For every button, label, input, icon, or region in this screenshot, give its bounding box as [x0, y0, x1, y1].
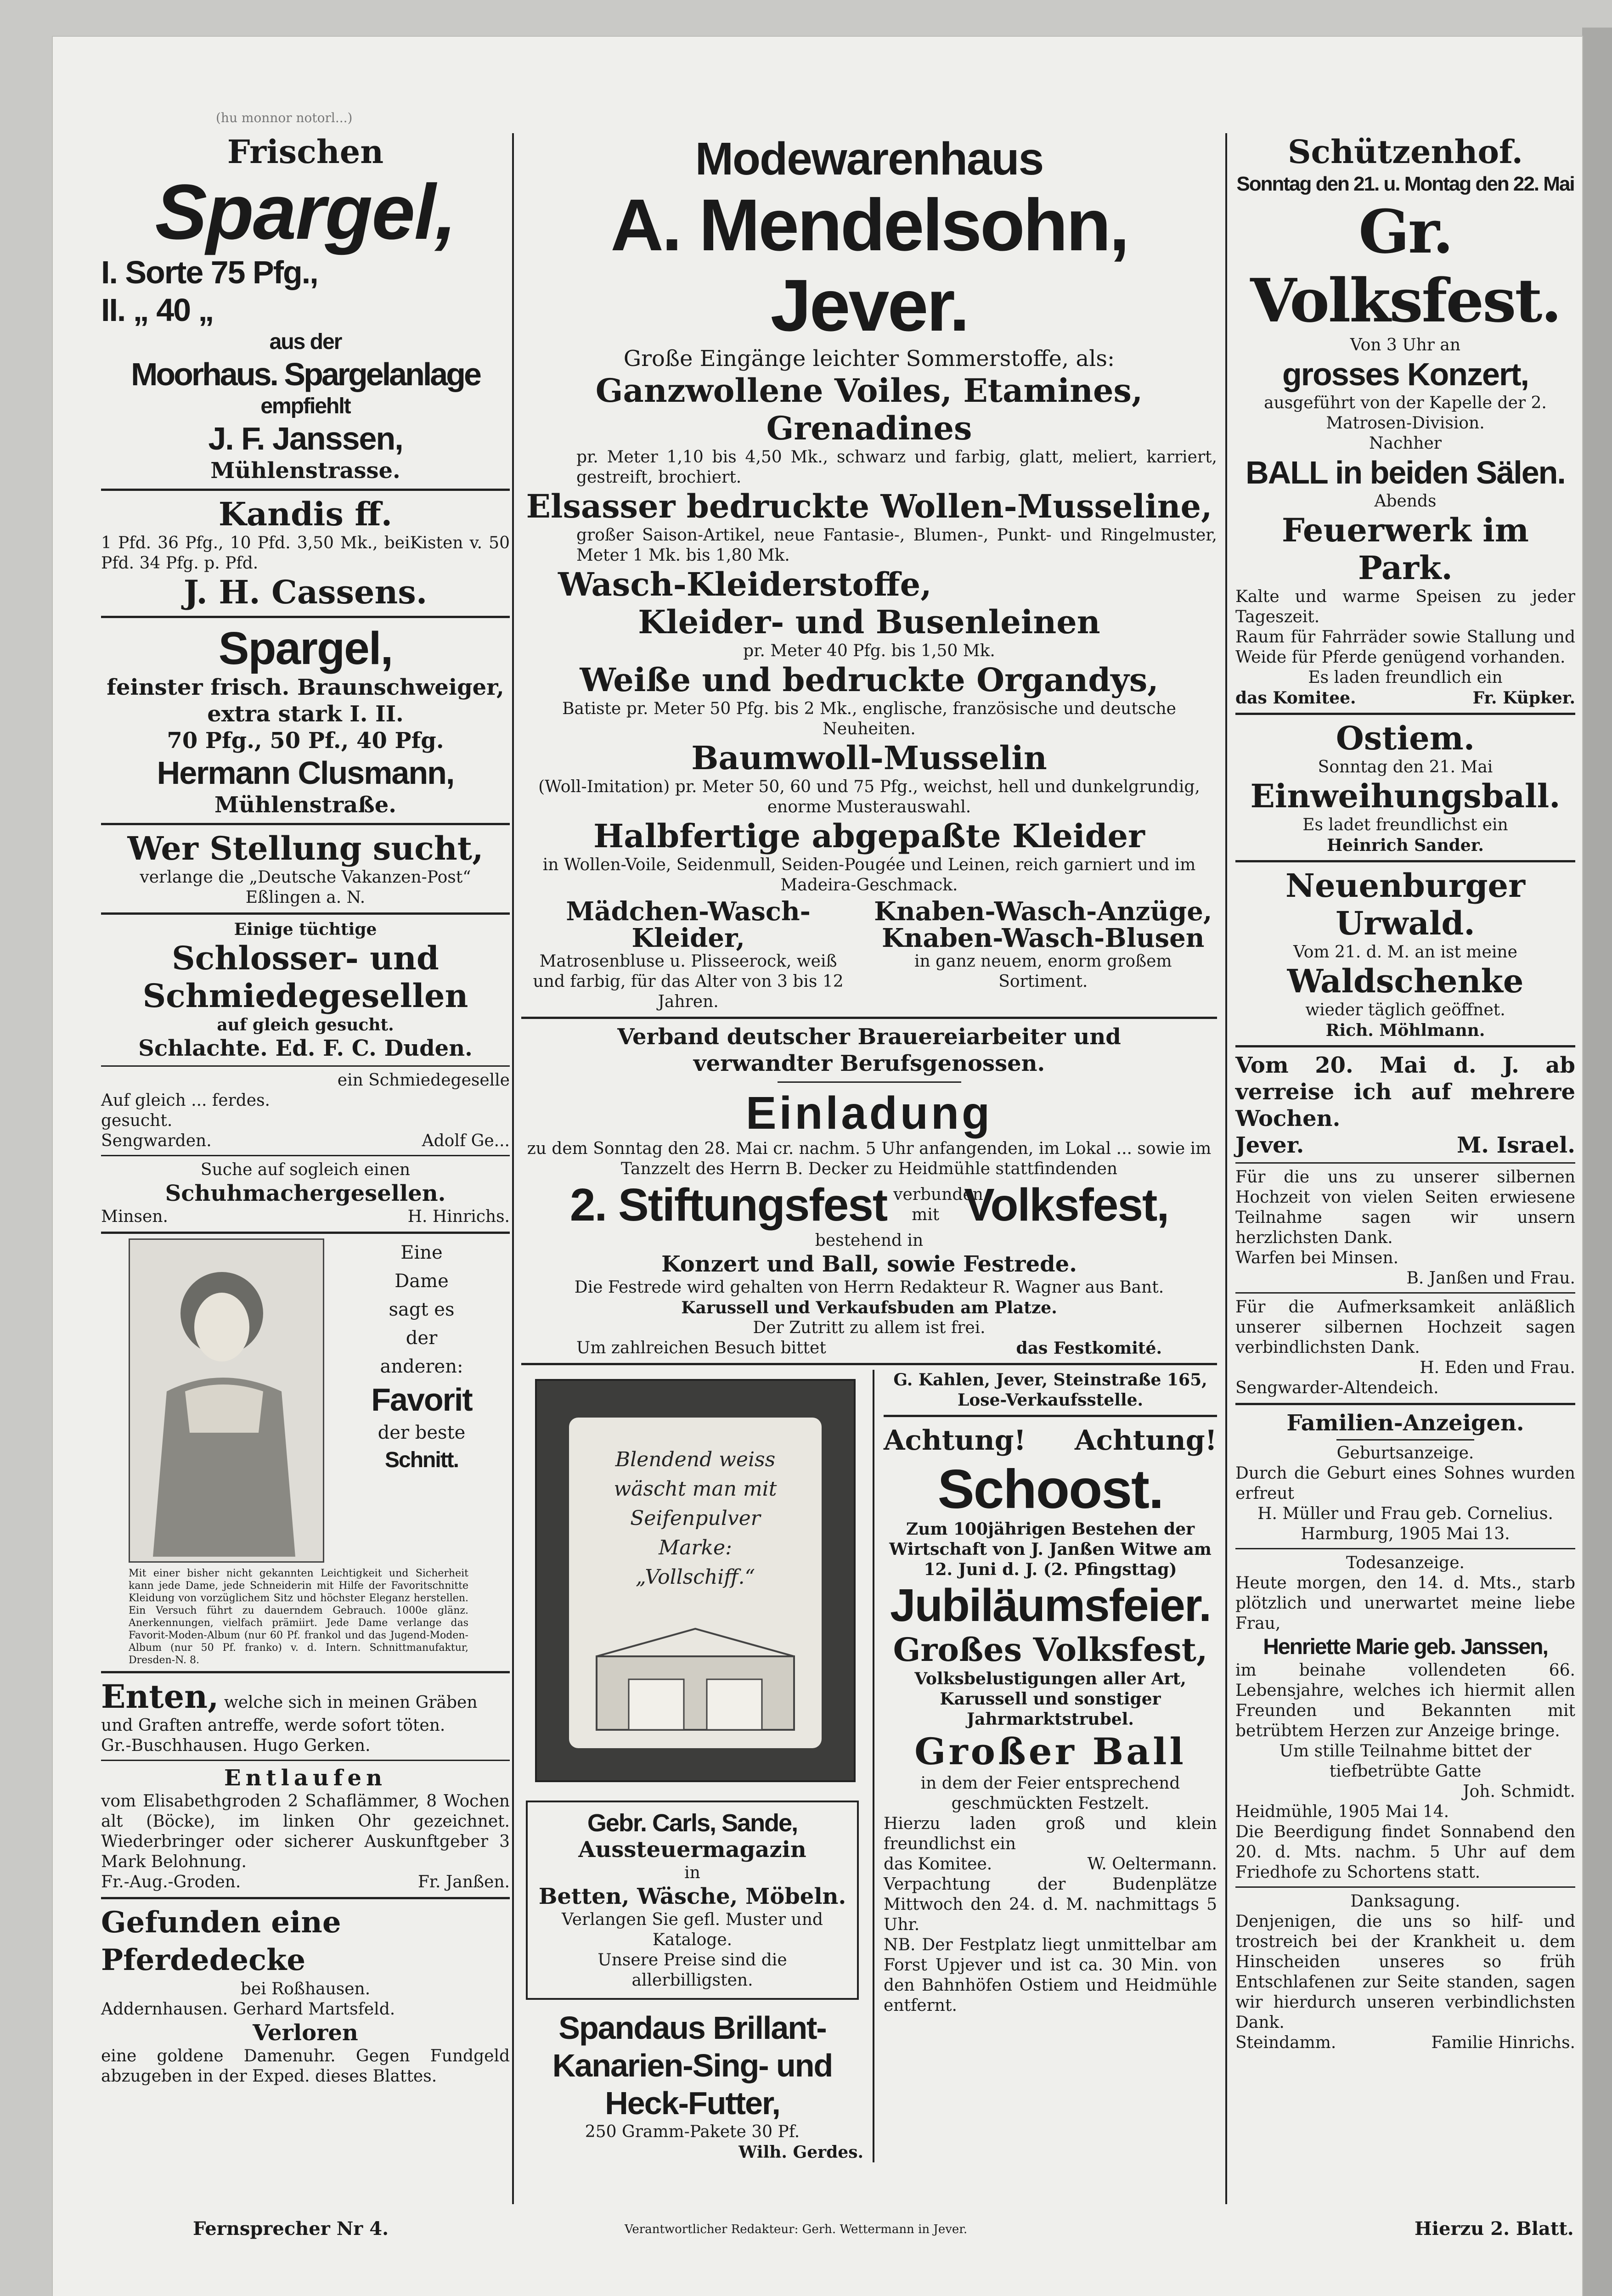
ad-schmied	[101, 1070, 510, 1151]
ad-line: Schuhmachergesellen.	[165, 1181, 446, 1206]
ad-spandau	[521, 2009, 863, 2162]
ad-schlosser	[101, 919, 510, 1062]
ad-carls	[526, 1801, 859, 2000]
column-3	[1235, 133, 1575, 2053]
ad-line: Von 3 Uhr an	[1350, 336, 1461, 355]
ad-line: Achtung!	[884, 1424, 1026, 1457]
ad-item: Elsasser bedruckte Wollen-Musseline,	[526, 487, 1212, 525]
ad-text: verlange die „Deutsche Vakanzen-Post“ Eßlingen a. N.	[140, 868, 471, 907]
ad-sign: Familie Hinrichs.	[1431, 2033, 1575, 2052]
footer-editor: Verantwortlicher Redakteur: Gerh. Wettermann in Jever.	[625, 2223, 968, 2236]
ad-item: Knaben-Wasch-Anzüge,	[874, 896, 1212, 927]
ad-title: Schoost.	[937, 1458, 1163, 1520]
column-1	[101, 133, 510, 2087]
ad-item: Grenadines	[766, 409, 972, 447]
ad-text: eine goldene Damenuhr. Gegen Fundgeld abzugeben in der Exped. dieses Blattes.	[101, 2047, 510, 2086]
ad-line: der	[406, 1328, 438, 1349]
ad-text: Matrosenbluse u. Plisseerock, weiß und farbig, für das Alter von 3 bis 12 Jahren.	[533, 952, 844, 1011]
ad-line: Eine	[400, 1242, 443, 1263]
ad-line: Einige tüchtige	[234, 920, 377, 939]
ad-text: pr. Meter 1,10 bis 4,50 Mk., schwarz und farbig, glatt, meliert, karriert, gestreift, brochiert.	[576, 448, 1217, 487]
ad-title: Waldschenke	[1287, 962, 1524, 1000]
ad-text: Batiste pr. Meter 50 Pfg. bis 2 Mk., englische, französische und deutsche Neuheiten.	[562, 699, 1176, 738]
ad-title: Frischen	[227, 133, 384, 171]
column-rule-right	[1225, 133, 1227, 2204]
page-edge-shadow	[1582, 28, 1612, 2296]
ad-item: Wasch-Kleiderstoffe,	[558, 565, 932, 603]
ad-ostiem	[1235, 720, 1575, 855]
ad-line: Schlachte. Ed. F. C. Duden.	[138, 1035, 473, 1061]
ad-tod	[1235, 1553, 1575, 1883]
ad-firm: J. F. Janssen,	[208, 421, 403, 456]
ad-item: Knaben-Wasch-Blusen	[882, 923, 1205, 953]
ad-schuetzenhof	[1235, 133, 1575, 708]
ad-pferdedecke	[101, 1904, 510, 2020]
ad-text: Für die Aufmerksamkeit anläßlich unserer silbernen Hochzeit sagen verbindlichsten Dank.	[1235, 1298, 1575, 1357]
ad-brauerei	[521, 1024, 1217, 1358]
ad-title: Einweihungsball.	[1250, 777, 1561, 815]
ad-title: Kandis ff.	[218, 495, 393, 533]
ad-title: Geburtsanzeige.	[1336, 1444, 1474, 1463]
ad-title: Gefunden eine Pferdedecke	[101, 1905, 341, 1977]
ad-favorit	[101, 1238, 510, 1666]
ad-place: Steindamm.	[1235, 2033, 1336, 2052]
soap-line: wäscht man mit	[614, 1477, 777, 1501]
ad-title: Gebr. Carls, Sande,	[587, 1809, 798, 1837]
ad-line: Sengwarder-Altendeich.	[1235, 1379, 1439, 1397]
ad-text: Heute morgen, den 14. d. Mts., starb plötzlich und unerwartet meine liebe Frau,	[1235, 1574, 1575, 1633]
ad-text: Verlangen Sie gefl. Muster und Kataloge.	[562, 1910, 823, 1949]
ad-dank2	[1235, 1297, 1575, 1398]
ad-line: Harmburg, 1905 Mai 13.	[1301, 1525, 1510, 1543]
ad-sign: H. Eden und Frau.	[1420, 1358, 1575, 1377]
ad-line: Sonntag den 21. Mai	[1318, 758, 1493, 777]
ad-sign: Joh. Schmidt.	[1463, 1782, 1575, 1801]
ad-line: Konzert und Ball, sowie Festrede.	[661, 1251, 1077, 1277]
ad-title: Heck-Futter,	[605, 2085, 780, 2121]
ad-sign: B. Janßen und Frau.	[1406, 1269, 1575, 1288]
ad-title: Spargel,	[218, 623, 393, 674]
ad-firm: A. Mendelsohn, Jever.	[610, 184, 1128, 346]
ad-line: Es ladet freundlichst ein	[1302, 816, 1508, 834]
ad-item: Mädchen-Wasch-Kleider,	[566, 896, 811, 953]
ad-line: Es laden freundlich ein	[1308, 668, 1503, 687]
ad-mendelsohn	[521, 133, 1217, 1012]
ad-item: Halbfertige abgepaßte Kleider	[593, 817, 1145, 855]
ad-line: Um zahlreichen Besuch bittet	[576, 1339, 826, 1357]
ad-line: Betten, Wäsche, Möbeln.	[538, 1884, 846, 1909]
ad-title: Spandaus Brillant-	[558, 2010, 826, 2046]
ad-text: im beinahe vollendeten 66. Lebensjahre, welches ich hiermit allen Freunden und Bekannten mit betrübtem Herzen zur Anzeige bringe.	[1235, 1661, 1575, 1740]
ad-line: anderen:	[380, 1356, 463, 1377]
ad-sign: Rich. Möhlmann.	[1325, 1021, 1485, 1040]
ad-line: Nachher	[1369, 434, 1442, 453]
ad-spargel-janssen	[101, 133, 510, 484]
ad-title: 2. Stiftungsfest	[569, 1179, 887, 1231]
ad-line: Suche auf sogleich einen	[200, 1160, 411, 1179]
ad-line: sagt es	[389, 1299, 455, 1320]
ad-text: Zum 100jährigen Bestehen der Wirtschaft von J. Janßen Witwe am 12. Juni d. J. (2. Pfingsttag)	[889, 1519, 1212, 1579]
ad-item: Ganzwollene Voiles, Etamines,	[595, 371, 1143, 410]
ad-title: Gr. Volksfest.	[1250, 197, 1561, 336]
ad-sign: Wilh. Gerdes.	[738, 2143, 863, 2162]
ad-text: Hierzu laden groß und klein freundlichst ein	[884, 1814, 1217, 1853]
ad-line: Der Zutritt zu allem ist frei.	[753, 1318, 986, 1337]
ad-line: bei Roßhausen.	[240, 1980, 371, 1998]
ad-line: empfiehlt	[260, 394, 350, 418]
ad-title: Jubiläumsfeier.	[890, 1580, 1211, 1631]
woman-illustration	[129, 1238, 324, 1563]
ad-enten	[101, 1678, 510, 1756]
ad-text: in Wollen-Voile, Seidenmull, Seiden-Pougée und Leinen, reich garniert und im Madeira-Geschmack.	[542, 855, 1196, 895]
ad-line: extra stark I. II.	[207, 701, 404, 727]
ad-title: Verband deutscher Brauereiarbeiter und verwandter Berufsgenossen.	[617, 1024, 1121, 1076]
ad-title: Feuerwerk im Park.	[1282, 511, 1529, 587]
ad-sign: Heinrich Sander.	[1327, 836, 1484, 855]
ad-title: Familien-Anzeigen.	[1286, 1410, 1524, 1436]
ad-sign: H. Müller und Frau geb. Cornelius.	[1257, 1504, 1553, 1523]
ad-line: Karussell und Verkaufsbuden am Platze.	[681, 1298, 1057, 1317]
top-note: (hu monnor notorl...)	[216, 110, 353, 125]
footer-phone: Fernsprecher Nr 4.	[193, 2218, 389, 2240]
ad-danksagung	[1235, 1891, 1575, 2053]
ad-item: Weiße und bedruckte Organdys,	[580, 661, 1159, 699]
ad-entlaufen	[101, 1765, 510, 1892]
ad-schuh	[101, 1160, 510, 1227]
ad-text: Durch die Geburt eines Sohnes wurden erfreut	[1235, 1464, 1575, 1503]
ad-big-word: Spargel,	[155, 169, 456, 256]
ad-title: Einladung	[745, 1087, 993, 1139]
ad-text: (Woll-Imitation) pr. Meter 50, 60 und 75 Pfg., weichst, hell und dunkelgrundig, enorme Musterauswahl.	[538, 777, 1200, 816]
ad-line: 70 Pfg., 50 Pf., 40 Pfg.	[167, 728, 444, 754]
ad-item: Baumwoll-Musselin	[691, 739, 1047, 777]
ad-text: Für die uns zu unserer silbernen Hochzeit von vielen Seiten erwiesene Teilnahme sagen wir unsern herzlichsten Dank.	[1235, 1168, 1575, 1247]
ad-address: Mühlenstraße.	[214, 792, 396, 818]
ad-text: NB. Der Festplatz liegt unmittelbar am Forst Upjever und ist ca. 30 Min. von den Bahnhöfen Ostiem und Heidmühle entfernt.	[884, 1936, 1217, 2015]
ad-line: Warfen bei Minsen.	[1235, 1249, 1399, 1267]
ad-line: in	[684, 1863, 700, 1882]
ad-title: Großer Ball	[914, 1730, 1186, 1773]
column-2	[521, 133, 1217, 2162]
ad-firm: Hermann Clusmann,	[157, 755, 454, 791]
ad-schoost	[884, 1422, 1217, 2016]
ad-firm: J. H. Cassens.	[183, 573, 428, 611]
ad-title: BALL in beiden Sälen.	[1246, 455, 1565, 490]
ad-line: bestehend in	[815, 1231, 924, 1250]
ad-spargel-clusmann	[101, 623, 510, 818]
ad-vollschiff-image	[535, 1379, 856, 1782]
ad-text: Volksbelustigungen aller Art, Karussell und sonstiger Jahrmarktstrubel.	[914, 1669, 1186, 1729]
soap-line: Seifenpulver	[630, 1507, 761, 1530]
ad-text: Mit einer bisher nicht gekannten Leichtigkeit und Sicherheit kann jede Dame, jede Schneiderin mit Hilfe der Favoritschnitte Kleidung von vorzüglichem Sitz und höchster Eleganz herstellen. Ein Versuch führt zu dauerndem Gebrauch. 1000e glänz. Anerkennungen, vielfach prämiirt. Jede Dame verlange das Favorit-Moden-Album (nur 60 Pf. frankol und das Jugend-Moden-Album (nur 50 Pf. franko) v. d. Intern. Schnittmanufaktur, Dresden-N. 8.	[129, 1568, 468, 1666]
ad-text: pr. Meter 40 Pfg. bis 1,50 Mk.	[743, 642, 995, 660]
ad-line: gesucht.	[101, 1111, 173, 1130]
soap-line: „Vollschiff.“	[635, 1565, 755, 1589]
soap-line: Marke:	[659, 1536, 732, 1559]
ad-address: Mühlenstrasse.	[210, 458, 400, 484]
ad-line: Dame	[395, 1271, 449, 1292]
ad-place: Sengwarden.	[101, 1131, 212, 1150]
ad-line: 250 Gramm-Pakete 30 Pf.	[585, 2122, 800, 2141]
ad-text: Unsere Preise sind die allerbilligsten.	[597, 1951, 787, 1990]
ad-title: Danksagung.	[1350, 1892, 1460, 1911]
ad-text: welche sich in meinen Gräben und Graften antreffe, werde sofort töten.	[101, 1693, 478, 1735]
ad-title: Kanarien-Sing- und	[552, 2048, 833, 2083]
woman-drawing-icon	[130, 1240, 323, 1561]
laundry-icon	[569, 1620, 822, 1739]
ad-line: Sonntag den 21. u. Montag den 22. Mai	[1236, 173, 1574, 195]
ad-place: Fr.-Aug.-Groden.	[101, 1873, 241, 1891]
ad-urwald	[1235, 867, 1575, 1041]
ad-line: II. „ 40 „	[101, 292, 214, 328]
ad-title: Volksfest,	[964, 1179, 1169, 1231]
ad-line: Schlosser- und	[172, 939, 439, 977]
ad-brand: Favorit	[371, 1382, 472, 1418]
ad-line: Aussteuermagazin	[578, 1837, 806, 1863]
ad-title: Wer Stellung sucht,	[127, 829, 484, 867]
ad-line: ein Schmiedegeselle	[337, 1071, 510, 1090]
ad-line: Auf gleich ... ferdes.	[101, 1091, 270, 1110]
ad-familien	[1235, 1410, 1575, 1544]
ad-line: Moorhaus. Spargelanlage	[131, 356, 480, 392]
ad-text: Um stille Teilnahme bittet der tiefbetrübte Gatte	[1279, 1742, 1532, 1781]
ad-sign: H. Hinrichs.	[407, 1207, 510, 1226]
ad-line: Die Festrede wird gehalten von Herrn Redakteur R. Wagner aus Bant.	[574, 1278, 1164, 1297]
ad-line: Große Eingänge leichter Sommerstoffe, als:	[623, 346, 1115, 371]
ad-sign: das Komitee.	[1235, 688, 1356, 708]
ad-line: Addernhausen. Gerhard Martsfeld.	[101, 2000, 395, 2019]
ad-sign: M. Israel.	[1457, 1132, 1575, 1158]
ad-title: Verloren	[253, 2020, 358, 2046]
ad-line: auf gleich gesucht.	[217, 1015, 394, 1035]
ad-dank1	[1235, 1167, 1575, 1289]
ad-sign: Fr. Janßen.	[417, 1873, 510, 1891]
ad-title: Modewarenhaus	[695, 133, 1043, 185]
ad-text: Kalte und warme Speisen zu jeder Tageszeit.	[1235, 587, 1575, 626]
soap-card	[569, 1418, 822, 1748]
ad-place: Minsen.	[101, 1207, 168, 1226]
ad-text: ausgeführt von der Kapelle der 2. Matrosen-Division.	[1264, 394, 1547, 433]
ad-text: 1 Pfd. 36 Pfg., 10 Pfd. 3,50 Mk., beiKisten v. 50 Pfd. 34 Pfg. p. Pfd.	[101, 534, 510, 573]
ad-text: Denjenigen, die uns so hilf- und trostreich bei der Krankheit u. dem Hinscheiden unseres so früh Entschlafenen zur Seite standen, sagen wir hierdurch unseren verbindlichsten Dank.	[1235, 1912, 1575, 2032]
ad-line: Schnitt.	[385, 1448, 458, 1472]
ad-line: Achtung!	[1075, 1424, 1217, 1457]
footer-blatt: Hierzu 2. Blatt.	[1415, 2218, 1574, 2240]
ad-line: Heidmühle, 1905 Mai 14.	[1235, 1802, 1449, 1821]
ad-line: wieder täglich geöffnet.	[1305, 1001, 1505, 1019]
ad-stellung	[101, 830, 510, 908]
soap-line: Blendend weiss	[615, 1448, 776, 1471]
ad-text: großer Saison-Artikel, neue Fantasie-, Blumen-, Punkt- und Ringelmuster, Meter 1 Mk. bis 1,80 Mk.	[576, 526, 1217, 565]
ad-text: Raum für Fahrräder sowie Stallung und Weide für Pferde genügend vorhanden.	[1235, 628, 1575, 667]
ad-line: das Komitee.	[884, 1855, 992, 1874]
ad-line: I. Sorte 75 Pfg.,	[101, 254, 318, 290]
ad-line: feinster frisch. Braunschweiger,	[107, 675, 504, 700]
ad-text: in dem der Feier entsprechend geschmückten Festzelt.	[920, 1774, 1180, 1813]
ad-sign: Fr. Küpker.	[1472, 688, 1575, 708]
ad-title: Schützenhof.	[1287, 133, 1523, 171]
ad-sign: Gr.-Buschhausen. Hugo Gerken.	[101, 1736, 371, 1755]
ad-text: vom Elisabethgroden 2 Schaflämmer, 8 Wochen alt (Böcke), im linken Ohr gezeichnet. Wiederbringer oder sicherer Auskunftgeber 3 Mark Belohnung.	[101, 1792, 510, 1871]
ad-text: in ganz neuem, enorm großem Sortiment.	[914, 952, 1172, 991]
ad-title: Entlaufen	[224, 1765, 387, 1791]
ad-title: Ostiem.	[1336, 719, 1475, 757]
ad-line: der beste	[378, 1422, 466, 1443]
ad-israel	[1235, 1052, 1575, 1159]
ad-name: Henriette Marie geb. Janssen,	[1263, 1635, 1548, 1659]
ad-title: Großes Volksfest,	[893, 1631, 1208, 1669]
ad-text: Verpachtung der Budenplätze Mittwoch den 24. d. M. nachmittags 5 Uhr.	[884, 1875, 1217, 1934]
ad-kahlen: G. Kahlen, Jever, Steinstraße 165, Lose-Verkaufsstelle.	[893, 1370, 1207, 1410]
ad-sign: W. Oeltermann.	[1087, 1855, 1217, 1874]
ad-sign: das Festkomité.	[1016, 1339, 1162, 1358]
ad-text: Die Beerdigung findet Sonnabend den 20. d. Mts. nachm. 5 Uhr auf dem Friedhofe zu Schortens statt.	[1235, 1823, 1575, 1882]
ad-text: Vom 20. Mai d. J. ab verreise ich auf mehrere Wochen.	[1235, 1052, 1575, 1131]
ad-title: Enten,	[101, 1677, 219, 1716]
ad-place: Jever.	[1235, 1132, 1304, 1158]
ad-text: zu dem Sonntag den 28. Mai cr. nachm. 5 Uhr anfangenden, im Lokal ... sowie im Tanzzelt des Herrn B. Decker zu Heidmühle stattfindenden	[527, 1139, 1212, 1178]
ad-item: Kleider- und Busenleinen	[638, 603, 1100, 641]
ad-line: aus der	[269, 330, 342, 354]
ad-line: Schmiedegesellen	[142, 977, 468, 1015]
column-rule-left	[512, 133, 514, 2204]
ad-line: Abends	[1374, 492, 1437, 511]
ad-title: grosses Konzert,	[1282, 356, 1528, 392]
ad-sign: Adolf Ge...	[422, 1131, 510, 1150]
ad-kandis	[101, 495, 510, 611]
ad-title: Neuenburger Urwald.	[1285, 867, 1525, 942]
ad-verloren	[101, 2020, 510, 2087]
ad-line: Vom 21. d. M. an ist meine	[1293, 943, 1517, 962]
ad-line: verbunden mit	[893, 1185, 983, 1224]
ad-title: Todesanzeige.	[1346, 1553, 1465, 1572]
